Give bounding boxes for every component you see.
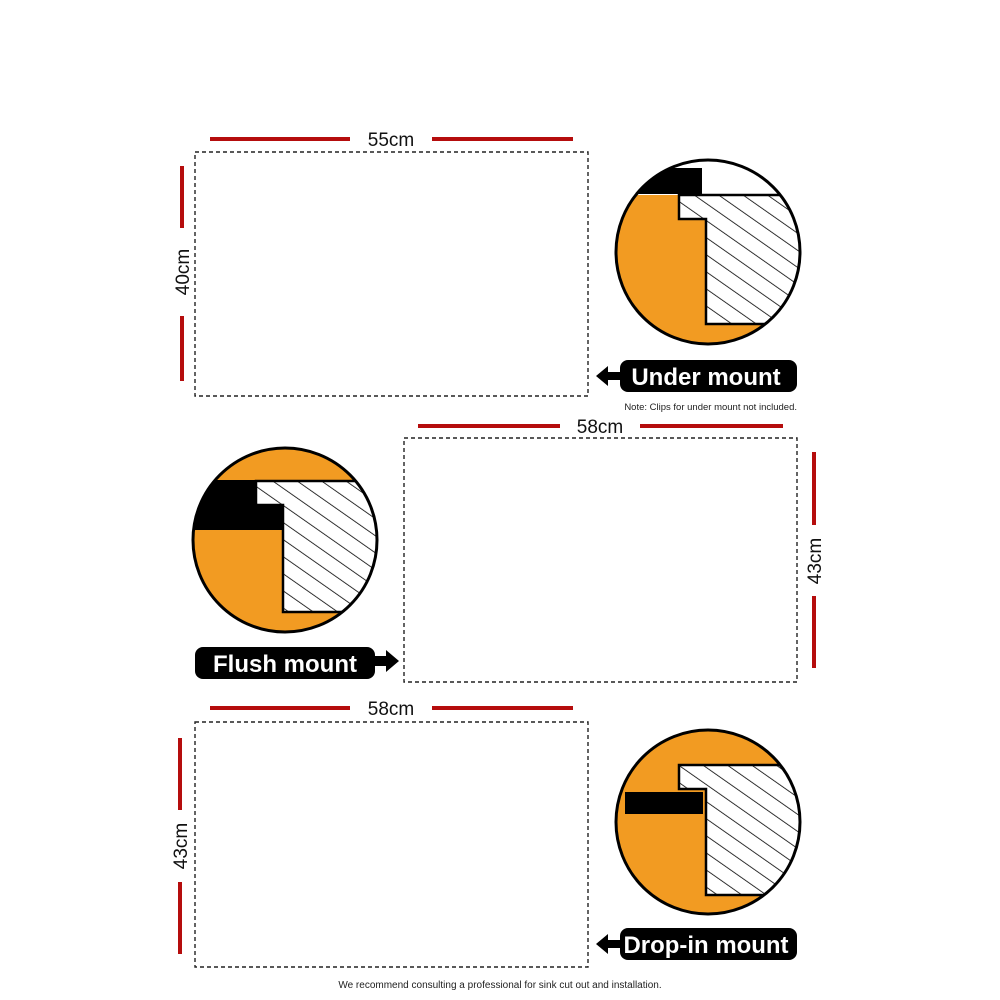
- mount-label-text: Under mount: [631, 364, 781, 391]
- flush-mount-label: [195, 647, 399, 679]
- drop-in-mount-label: [596, 928, 797, 960]
- panel-under-mount: [173, 130, 820, 413]
- cutout-outline: [195, 152, 588, 396]
- arrow-right-icon: [375, 650, 399, 672]
- arrow-left-icon: [596, 934, 620, 954]
- cutout-outline: [404, 438, 797, 682]
- sink-rim-block: [625, 792, 703, 814]
- flush-mount-detail: [190, 440, 390, 640]
- footer-note: We recommend consulting a professional for sink cut out and installation.: [338, 980, 662, 991]
- panel-drop-in-mount: [171, 699, 820, 967]
- width-label: 58cm: [576, 417, 624, 438]
- height-label: 43cm: [171, 822, 192, 870]
- mount-label-text: Drop-in mount: [623, 932, 789, 959]
- clips-note: Note: Clips for under mount not included.: [624, 402, 797, 413]
- under-mount-detail: [600, 150, 820, 360]
- width-label: 58cm: [367, 699, 415, 720]
- panel-flush-mount: [190, 417, 826, 682]
- under-mount-label: [596, 360, 797, 392]
- mount-label-text: Flush mount: [213, 651, 357, 678]
- height-label: 40cm: [173, 248, 194, 296]
- cutout-outline: [195, 722, 588, 967]
- width-label: 55cm: [367, 130, 415, 151]
- drop-in-mount-detail: [600, 720, 820, 930]
- height-label: 43cm: [805, 537, 826, 585]
- arrow-left-icon: [596, 366, 620, 386]
